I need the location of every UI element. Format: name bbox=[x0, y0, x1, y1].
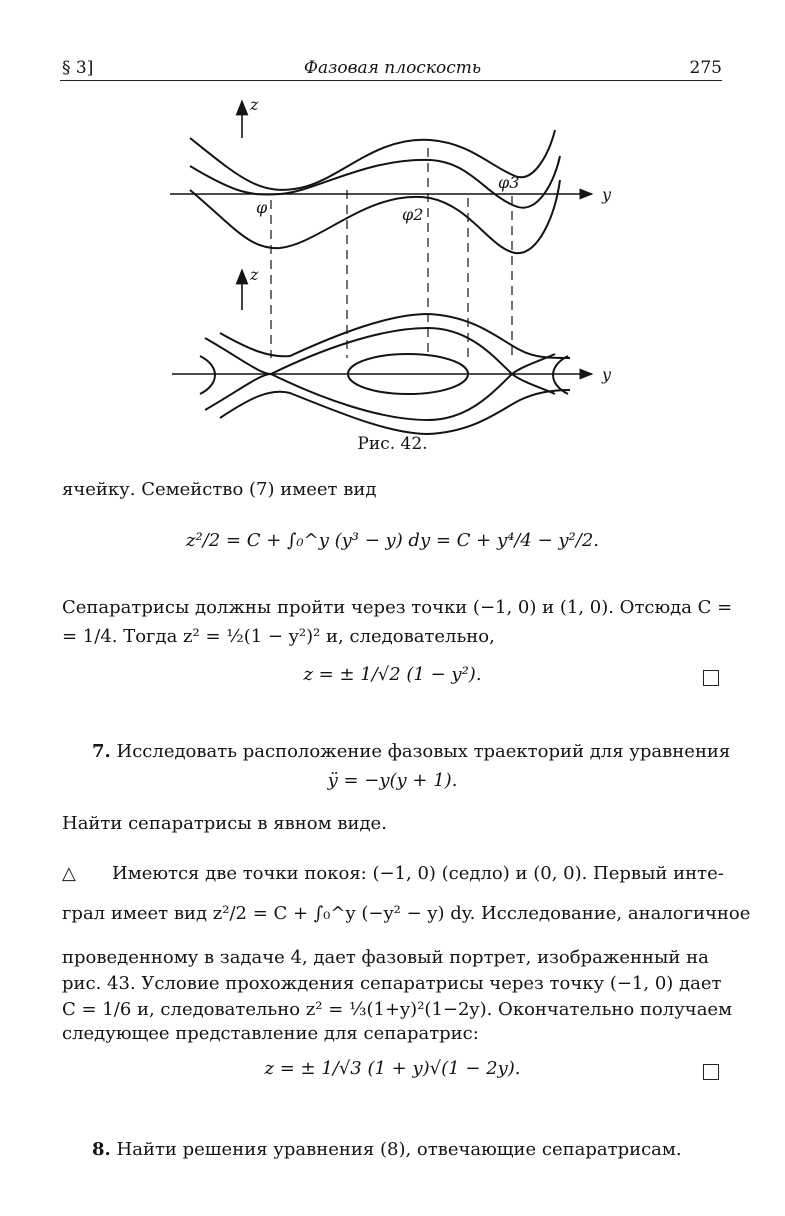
lower-y-label: y bbox=[602, 365, 612, 384]
solution-7-formula: z = ± 1/√3 (1 + y)√(1 − 2y). bbox=[264, 1058, 521, 1079]
solution-7-line-2: грал имеет вид z²/2 = C + ∫₀^y (−y² − y) dy. Исследование, аналогичное bbox=[62, 903, 751, 924]
qed-box-1 bbox=[703, 670, 719, 686]
problem-8-number: 8. bbox=[92, 1139, 111, 1160]
figure-caption: Рис. 42. bbox=[357, 434, 428, 454]
problem-7-statement bbox=[92, 738, 730, 765]
problem-7-text: Исследовать расположение фазовых траекторий для уравнения bbox=[116, 741, 731, 762]
solution-7-line-1: Имеются две точки покоя: (−1, 0) (седло) и (0, 0). Первый инте- bbox=[112, 863, 724, 884]
formula-1: z²/2 = C + ∫₀^y (y³ − y) dy = C + y⁴/4 − y²/2. bbox=[185, 530, 599, 551]
phi2-label: φ2 bbox=[402, 205, 424, 224]
phi3-label: φ3 bbox=[498, 173, 520, 192]
page-number: 275 bbox=[689, 58, 722, 78]
formula-2: z = ± 1/√2 (1 − y²). bbox=[303, 664, 482, 685]
paragraph-2-line-2: = 1/4. Тогда z² = ½(1 − y²)² и, следовательно, bbox=[62, 626, 495, 647]
header-rule bbox=[60, 80, 722, 81]
end-arc-right bbox=[553, 356, 568, 394]
running-title: Фазовая плоскость bbox=[303, 58, 482, 78]
problem-7-task: Найти сепаратрисы в явном виде. bbox=[62, 813, 387, 834]
qed-box-2 bbox=[703, 1064, 719, 1080]
problem-8-statement bbox=[92, 1136, 682, 1163]
upper-z-label: z bbox=[250, 95, 259, 114]
figure-42 bbox=[150, 88, 610, 428]
solution-7-triangle: △ bbox=[62, 863, 76, 884]
phi-label: φ bbox=[256, 198, 268, 217]
trajectory-outer-lower bbox=[220, 390, 570, 434]
upper-y-label: y bbox=[602, 185, 612, 204]
solution-7-line-5: C = 1/6 и, следовательно z² = ⅓(1+y)²(1−2y). Окончательно получаем bbox=[62, 999, 733, 1020]
solution-7-line-3: проведенному в задаче 4, дает фазовый портрет, изображенный на bbox=[62, 947, 709, 968]
problem-7-number: 7. bbox=[92, 741, 111, 762]
end-arc-left bbox=[200, 356, 215, 394]
trajectory-outer-upper bbox=[220, 314, 570, 358]
problem-8-text: Найти решения уравнения (8), отвечающие сепаратрисам. bbox=[116, 1139, 682, 1160]
lower-z-label: z bbox=[250, 265, 259, 284]
section-label: § 3] bbox=[62, 58, 94, 78]
paragraph-2-line-1: Сепаратрисы должны пройти через точки (−1, 0) и (1, 0). Отсюда C = bbox=[62, 597, 733, 618]
paragraph-1: ячейку. Семейство (7) имеет вид bbox=[62, 479, 377, 500]
solution-7-line-6: следующее представление для сепаратрис: bbox=[62, 1023, 479, 1044]
solution-7-line-4: рис. 43. Условие прохождения сепаратрисы через точку (−1, 0) дает bbox=[62, 973, 722, 994]
problem-7-equation: ÿ = −y(y + 1). bbox=[327, 770, 458, 791]
